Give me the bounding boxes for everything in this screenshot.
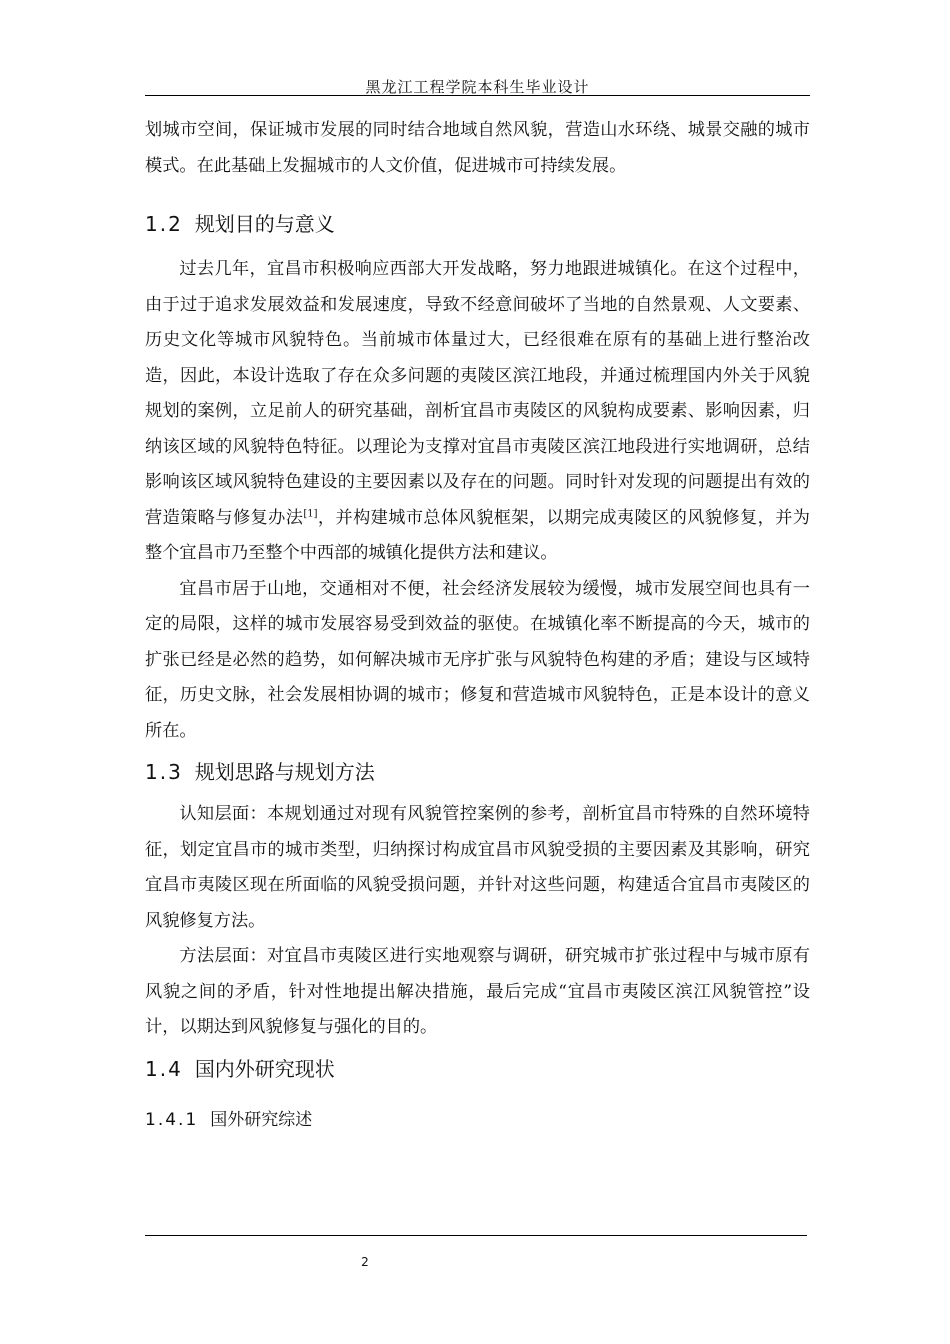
page-header-title: 黑龙江工程学院本科生毕业设计 bbox=[365, 78, 590, 96]
section-number: 1.3 bbox=[145, 760, 183, 784]
section-heading-1-2 bbox=[145, 206, 810, 242]
citation-reference: [1] bbox=[303, 507, 318, 519]
intro-continued-paragraph: 划城市空间，保证城市发展的同时结合地域自然风貌，营造山水环绕、城景交融的城市模式。在此基础上发掘城市的人文价值，促进城市可持续发展。 bbox=[145, 120, 810, 176]
subsection-number: 1.4.1 bbox=[145, 1109, 199, 1130]
section-title: 规划思路与规划方法 bbox=[194, 760, 375, 784]
subsection-heading-1-4-1 bbox=[145, 1105, 810, 1135]
purpose-text-part-1: 过去几年，宜昌市积极响应西部大开发战略，努力地跟进城镇化。在这个过程中，由于过于追求发展效益和发展速度，导致不经意间破坏了当地的自然景观、人文要素、历史文化等城市风貌特色。当前城市体量过大，已经很难在原有的基础上进行整治改造，因此，本设计选取了存在众多问题的夷陵区滨江地段，并通过梳理国内外关于风貌规划的案例，立足前人的研究基础，剖析宜昌市夷陵区的风貌构成要素、影响因素，归纳该区域的风貌特色特征。以理论为支撑对宜昌市夷陵区滨江地段进行实地调研，总结影响该区域风貌特色建设的主要因素以及存在的问题。同时针对发现的问题提出有效的营造策略与修复办法 bbox=[145, 259, 810, 528]
section-number: 1.2 bbox=[145, 212, 183, 236]
page-number: 2 bbox=[361, 1255, 369, 1269]
purpose-paragraph bbox=[145, 252, 810, 572]
document-body bbox=[145, 113, 810, 1135]
significance-paragraph: 宜昌市居于山地，交通相对不便，社会经济发展较为缓慢，城市发展空间也具有一定的局限，这样的城市发展容易受到效益的驱使。在城镇化率不断提高的今天，城市的扩张已经是必然的趋势，如何解决城市无序扩张与风貌特色构建的矛盾；建设与区域特征，历史文脉，社会发展相协调的城市；修复和营造城市风貌特色，正是本设计的意义所在。 bbox=[145, 578, 810, 741]
purpose-text-part-2: ，并构建城市总体风貌框架，以期完成夷陵区的风貌修复，并为整个宜昌市乃至整个中西部的城镇化提供方法和建议。 bbox=[145, 507, 810, 563]
section-number: 1.4 bbox=[145, 1056, 183, 1081]
footer-divider bbox=[145, 1235, 807, 1236]
section-title: 规划目的与意义 bbox=[194, 212, 335, 236]
section-title: 国内外研究现状 bbox=[194, 1056, 335, 1081]
method-level-paragraph: 方法层面：对宜昌市夷陵区进行实地观察与调研，研究城市扩张过程中与城市原有风貌之间的矛盾，针对性地提出解决措施，最后完成“宜昌市夷陵区滨江风貌管控”设计，以期达到风貌修复与强化的目的。 bbox=[145, 946, 810, 1037]
subsection-title: 国外研究综述 bbox=[210, 1109, 313, 1130]
cognitive-level-paragraph: 认知层面：本规划通过对现有风貌管控案例的参考，剖析宜昌市特殊的自然环境特征，划定宜昌市的城市类型，归纳探讨构成宜昌市风貌受损的主要因素及其影响，研究宜昌市夷陵区现在所面临的风貌受损问题，并针对这些问题，构建适合宜昌市夷陵区的风貌修复方法。 bbox=[145, 804, 810, 931]
header-divider bbox=[145, 95, 810, 96]
section-heading-1-4 bbox=[145, 1051, 810, 1087]
section-heading-1-3 bbox=[145, 754, 810, 790]
